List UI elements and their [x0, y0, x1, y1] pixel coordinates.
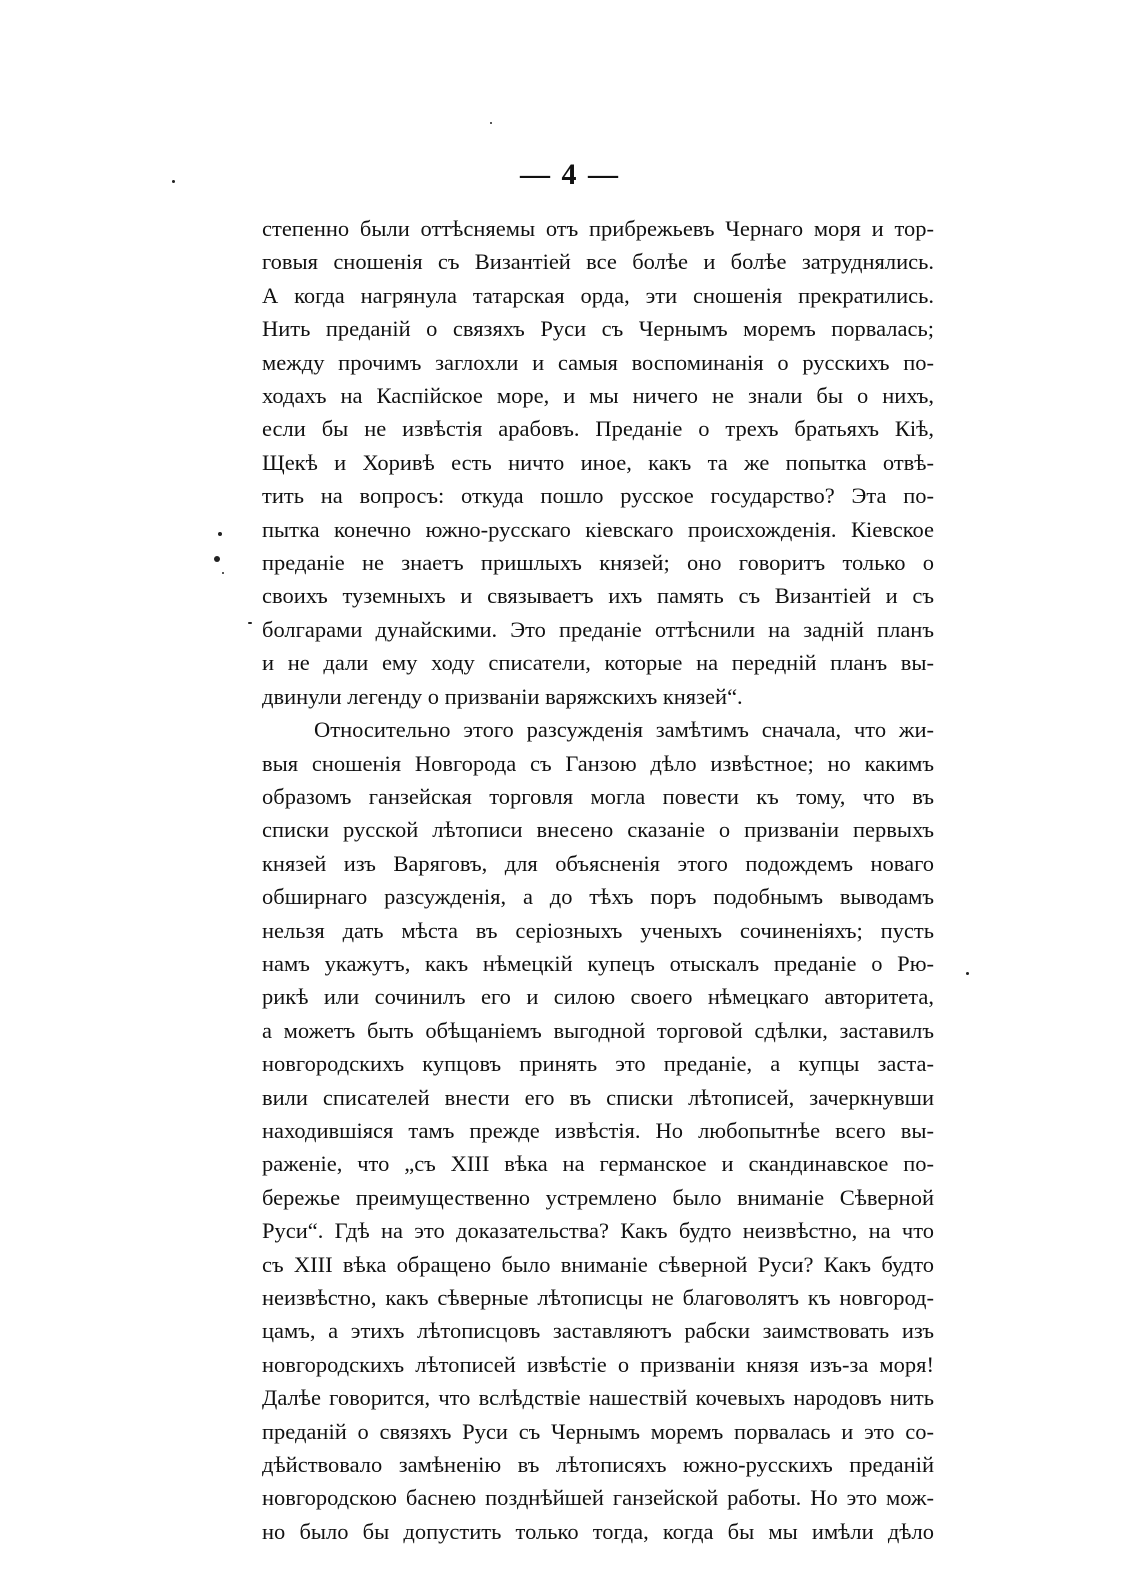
body-text [262, 212, 934, 1548]
scan-speck [490, 122, 492, 124]
text-line: съ XIII вѣка обращено было вниманіе сѣверной Руси? Какъ будто [262, 1251, 934, 1277]
text-line: ходахъ на Каспійское море, и мы ничего не знали бы о нихъ, [262, 383, 934, 409]
text-line: цамъ, а этихъ лѣтописцовъ заставляютъ рабски заимствовать изъ [262, 1318, 934, 1344]
text-line: новгородскихъ лѣтописей извѣстіе о призваніи князя изъ-за моря! [262, 1351, 934, 1377]
scan-speck [966, 972, 969, 975]
text-line: болгарами дунайскими. Это преданіе оттѣснили на задній планъ [262, 616, 934, 642]
text-line: А когда нагрянула татарская орда, эти сношенія прекратились. [262, 282, 934, 308]
text-line: князей изъ Варяговъ, для объясненія этого подождемъ новаго [262, 850, 934, 876]
scan-speck [214, 556, 220, 562]
scan-speck [218, 532, 222, 536]
text-line: намъ укажутъ, какъ нѣмецкій купецъ отыскалъ преданіе о Рю- [262, 950, 934, 976]
text-line: рикѣ или сочинилъ его и силою своего нѣмецкаго авторитета, [262, 984, 934, 1010]
text-line: выя сношенія Новгорода съ Ганзою дѣло извѣстное; но какимъ [262, 750, 934, 776]
text-line: пытка конечно южно-русскаго кіевскаго происхожденія. Кіевское [262, 516, 934, 542]
text-line: двинули легенду о призваніи варяжскихъ князей“. [262, 683, 743, 709]
text-line: степенно были оттѣсняемы отъ прибрежьевъ Чернаго моря и тор- [262, 216, 934, 241]
scan-speck [172, 180, 175, 183]
text-line: а можетъ быть обѣщаніемъ выгодной торговой сдѣлки, заставилъ [262, 1017, 934, 1043]
text-line: Относительно этого разсужденія замѣтимъ сначала, что жи- [314, 717, 934, 743]
text-line: Руси“. Гдѣ на это доказательства? Какъ будто неизвѣстно, на что [262, 1218, 934, 1244]
text-line: говыя сношенія съ Византіей все болѣе и болѣе затруднялись. [262, 249, 934, 275]
text-line: раженіе, что „съ XIII вѣка на германское и скандинавское по- [262, 1151, 934, 1177]
text-line: обширнаго разсужденія, а до тѣхъ поръ подобнымъ выводамъ [262, 884, 934, 910]
text-line: неизвѣстно, какъ сѣверные лѣтописцы не благоволятъ къ новгород- [262, 1285, 934, 1310]
text-line: бережье преимущественно устремлено было вниманіе Сѣверной [262, 1184, 934, 1210]
text-line: новгородскихъ купцовъ принять это преданіе, а купцы заста- [262, 1051, 934, 1077]
text-line: новгородскою баснею позднѣйшей ганзейской работы. Но это мож- [262, 1485, 934, 1511]
text-line: вили списателей внести его въ списки лѣтописей, зачеркнувши [262, 1084, 934, 1110]
text-line: Нить преданій о связяхъ Руси съ Чернымъ моремъ порвалась; [262, 316, 934, 342]
text-line: образомъ ганзейская торговля могла повести къ тому, что въ [262, 783, 934, 809]
text-line: дѣйствовало замѣненію въ лѣтописяхъ южно-русскихъ преданій [262, 1452, 934, 1478]
scan-speck [248, 622, 252, 624]
text-line: находившіяся тамъ прежде извѣстія. Но любопытнѣе всего вы- [262, 1117, 934, 1143]
text-line: если бы не извѣстія арабовъ. Преданіе о трехъ братьяхъ Кіѣ, [262, 416, 934, 442]
text-line: списки русской лѣтописи внесено сказаніе о призваніи первыхъ [262, 817, 934, 843]
text-line: нельзя дать мѣста въ серіозныхъ ученыхъ сочиненіяхъ; пусть [262, 917, 934, 943]
text-line: Щекѣ и Хоривѣ есть ничто иное, какъ та же попытка отвѣ- [262, 449, 934, 475]
text-line: тить на вопросъ: откуда пошло русское государство? Эта по- [262, 483, 934, 509]
text-line: но было бы допустить только тогда, когда бы мы имѣли дѣло [262, 1518, 934, 1544]
scan-speck [222, 572, 224, 574]
text-line: преданій о связяхъ Руси съ Чернымъ моремъ порвалась и это со- [262, 1418, 934, 1444]
text-line: и не дали ему ходу списатели, которые на передній планъ вы- [262, 650, 934, 676]
text-line: Далѣе говорится, что вслѣдствіе нашествій кочевыхъ народовъ нить [262, 1385, 934, 1411]
text-line: между прочимъ заглохли и самыя воспоминанія о русскихъ по- [262, 349, 934, 375]
page-number: — 4 — [520, 158, 620, 191]
text-line: преданіе не знаетъ пришлыхъ князей; оно говоритъ только о [262, 550, 934, 576]
text-line: своихъ туземныхъ и связываетъ ихъ память съ Византіей и съ [262, 583, 934, 609]
